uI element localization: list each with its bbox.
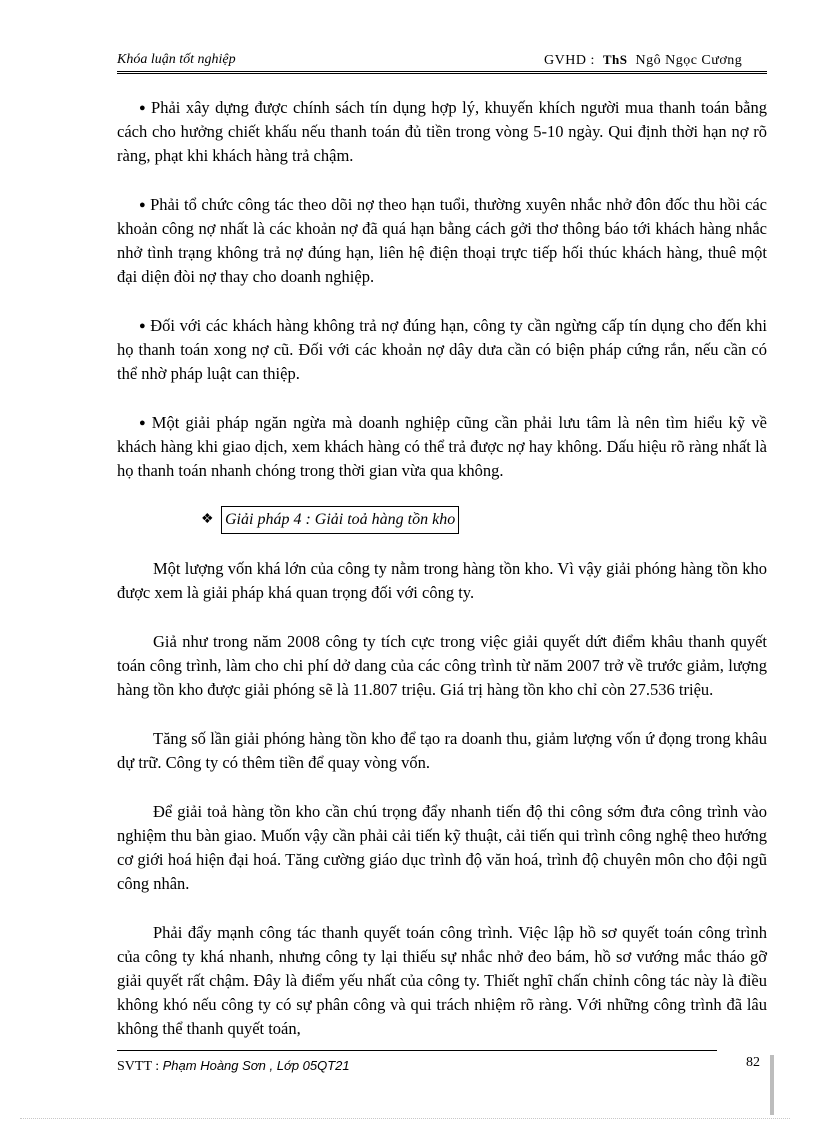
- bullet-paragraph-1: [117, 96, 767, 168]
- body-paragraph-2: Giả như trong năm 2008 công ty tích cực trong việc giải quyết dứt điểm khâu thanh quyết toán công trình, làm cho chi phí dở dang của các công trình từ năm 2007 trở về trước giảm, lượng hàng tồn kho được giải phóng sẽ là 11.807 triệu. Giá trị hàng tồn kho chỉ còn 27.536 triệu.: [117, 632, 767, 699]
- bullet-text: Một giải pháp ngăn ngừa mà doanh nghiệp cũng cần phải lưu tâm là nên tìm hiểu kỹ về khách hàng khi giao dịch, xem khách hàng có thể trả được nợ hay không. Dấu hiệu rõ ràng nhất là họ thanh toán nhanh chóng trong thời gian vừa qua không.: [117, 413, 767, 480]
- bullet-text: Phải xây dựng được chính sách tín dụng hợp lý, khuyến khích người mua thanh toán bằng cách cho hưởng chiết khấu nếu thanh toán đủ tiền trong vòng 5-10 ngày. Qui định thời hạn nợ rõ ràng, phạt khi khách hàng trả chậm.: [117, 98, 767, 165]
- bullet-paragraph-3: [117, 314, 767, 386]
- header-advisor: [544, 52, 742, 69]
- section-heading: [117, 508, 767, 532]
- advisor-name: Ngô Ngọc Cương: [635, 53, 743, 68]
- footer-student: [117, 1058, 350, 1075]
- body-paragraph-5: Phải đẩy mạnh công tác thanh quyết toán công trình. Việc lập hồ sơ quyết toán công trình của công ty khá nhanh, nhưng công ty lại thiếu sự nhắc nhở đeo bám, hồ sơ vướng mắc tháo gỡ giải quyết rất chậm. Đây là điểm yếu nhất của công ty. Thiết nghĩ chấn chỉnh công tác này là điều không khó nếu công ty có sự phân công và qui trách nhiệm rõ ràng. Với những công trình đã lâu không thể thanh quyết toán,: [117, 923, 767, 1038]
- page-number: 82: [746, 1055, 760, 1070]
- bullet-text: Đối với các khách hàng không trả nợ đúng hạn, công ty cần ngừng cấp tín dụng cho đến khi họ thanh toán xong nợ cũ. Đối với các khoản nợ dây dưa cần có biện pháp cứng rắn, nếu cần có thể nhờ pháp luật can thiệp.: [117, 316, 767, 383]
- bullet-icon: ●: [139, 320, 147, 332]
- page-content: [117, 96, 767, 1066]
- header-rule-double: [117, 73, 767, 74]
- page-shadow-right: [770, 1055, 774, 1115]
- bullet-paragraph-4: [117, 411, 767, 483]
- bullet-paragraph-2: [117, 193, 767, 289]
- bullet-icon: ●: [139, 199, 147, 211]
- header-title: Khóa luận tốt nghiệp: [117, 52, 236, 67]
- footer-rule: [117, 1050, 717, 1051]
- bullet-icon: ●: [139, 417, 148, 429]
- page-shadow-bottom: [20, 1118, 790, 1121]
- diamond-icon: ❖: [201, 512, 214, 527]
- student-name: Phạm Hoàng Sơn , Lớp 05QT21: [162, 1058, 350, 1073]
- footer-label: SVTT :: [117, 1059, 160, 1074]
- body-paragraph-3: Tăng số lần giải phóng hàng tồn kho để tạo ra doanh thu, giảm lượng vốn ứ đọng trong khâu dự trữ. Công ty có thêm tiền để quay vòng vốn.: [117, 729, 767, 772]
- section-heading-text: Giải pháp 4 : Giải toả hàng tồn kho: [221, 506, 459, 534]
- gvhd-label: GVHD :: [544, 53, 595, 68]
- header-rule: [117, 71, 767, 72]
- bullet-text: Phải tổ chức công tác theo dõi nợ theo hạn tuổi, thường xuyên nhắc nhở đôn đốc thu hồi các khoản công nợ nhất là các khoản nợ đã quá hạn bằng cách gởi thơ thông báo tới khách hàng nhắc nhở tình trạng không trả nợ đúng hạn, liên hệ điện thoại trực tiếp hối thúc khách hàng, thuê một đại diện đòi nợ thay cho doanh nghiệp.: [117, 195, 767, 286]
- body-paragraph-4: Để giải toả hàng tồn kho cần chú trọng đẩy nhanh tiến độ thi công sớm đưa công trình vào nghiệm thu bàn giao. Muốn vậy cần phải cải tiến kỹ thuật, cải tiến qui trình công nghệ theo hướng cơ giới hoá hiện đại hoá. Tăng cường giáo dục trình độ văn hoá, trình độ chuyên môn cho đội ngũ công nhân.: [117, 802, 767, 893]
- ths-label: ThS: [602, 52, 628, 67]
- body-paragraph-1: Một lượng vốn khá lớn của công ty nằm trong hàng tồn kho. Vì vậy giải phóng hàng tồn kho được xem là giải pháp khá quan trọng đối với công ty.: [117, 559, 767, 602]
- bullet-icon: ●: [139, 102, 148, 114]
